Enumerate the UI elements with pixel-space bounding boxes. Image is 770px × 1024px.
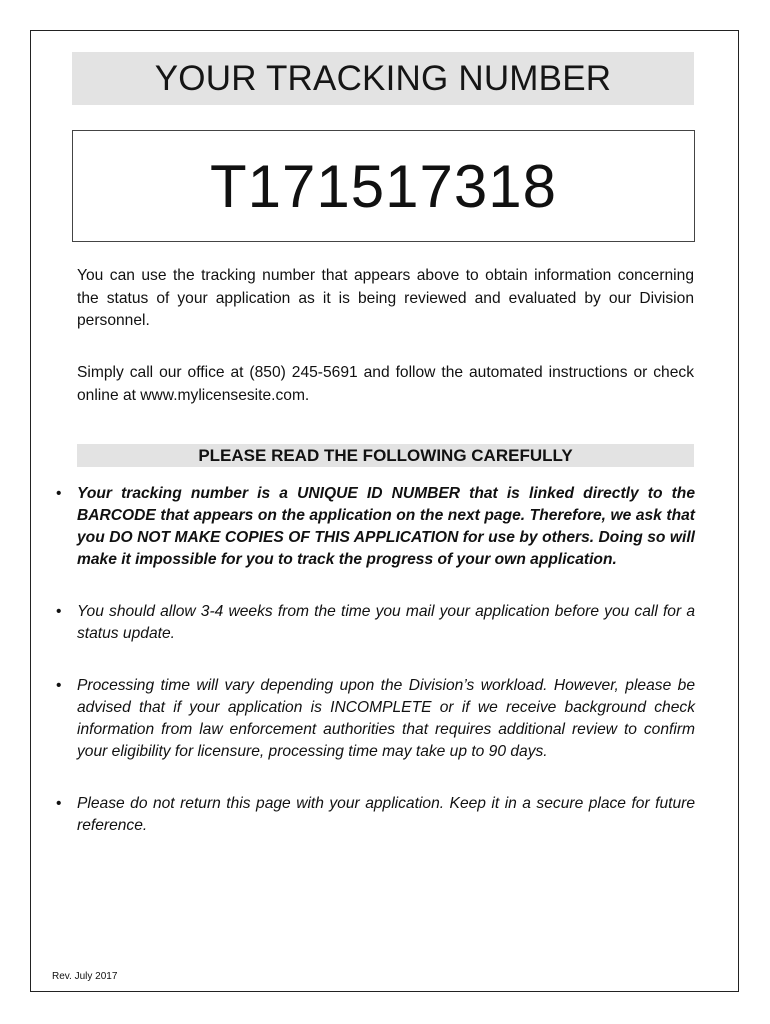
contact-paragraph: Simply call our office at (850) 245-5691 and follow the automated instructions or check online at www.mylicensesite.com. bbox=[77, 364, 694, 404]
list-item-text: Please do not return this page with your application. Keep it in a secure place for future reference. bbox=[77, 795, 695, 834]
tracking-number-box bbox=[72, 130, 695, 242]
list-item-text: Your tracking number is a UNIQUE ID NUMBER that is linked directly to the BARCODE that appears on the application on the next page. Therefore, we ask that you DO NOT MAKE COPIES OF THIS APPLICATION for use by others. Doing so will make it impossible for you to track the progress of your own application. bbox=[77, 485, 695, 568]
notice-heading: PLEASE READ THE FOLLOWING CAREFULLY bbox=[198, 445, 573, 465]
intro-paragraph: You can use the tracking number that appears above to obtain information concerning the status of your application as it is being reviewed and evaluated by our Division personnel. bbox=[77, 267, 694, 329]
bullet-icon: • bbox=[56, 603, 62, 620]
list-item bbox=[50, 601, 695, 645]
list-item-text: Processing time will vary depending upon the Division’s workload. However, please be advised that if your application is INCOMPLETE or if we receive background check information from law enforcement authorities that requires additional review to confirm your eligibility for licensure, processing time may take up to 90 days. bbox=[77, 677, 695, 760]
list-item bbox=[50, 675, 695, 763]
revision-date: Rev. July 2017 bbox=[52, 971, 118, 982]
notice-heading-banner bbox=[77, 444, 694, 467]
bullet-icon: • bbox=[56, 485, 62, 502]
title-banner bbox=[72, 52, 694, 105]
list-item bbox=[50, 483, 695, 571]
bullet-icon: • bbox=[56, 795, 62, 812]
page-title: YOUR TRACKING NUMBER bbox=[154, 58, 612, 98]
list-item bbox=[50, 793, 695, 837]
tracking-number: T171517318 bbox=[210, 152, 557, 220]
notice-list bbox=[50, 483, 695, 837]
bullet-icon: • bbox=[56, 677, 62, 694]
list-item-text: You should allow 3-4 weeks from the time you mail your application before you call for a status update. bbox=[77, 603, 695, 642]
